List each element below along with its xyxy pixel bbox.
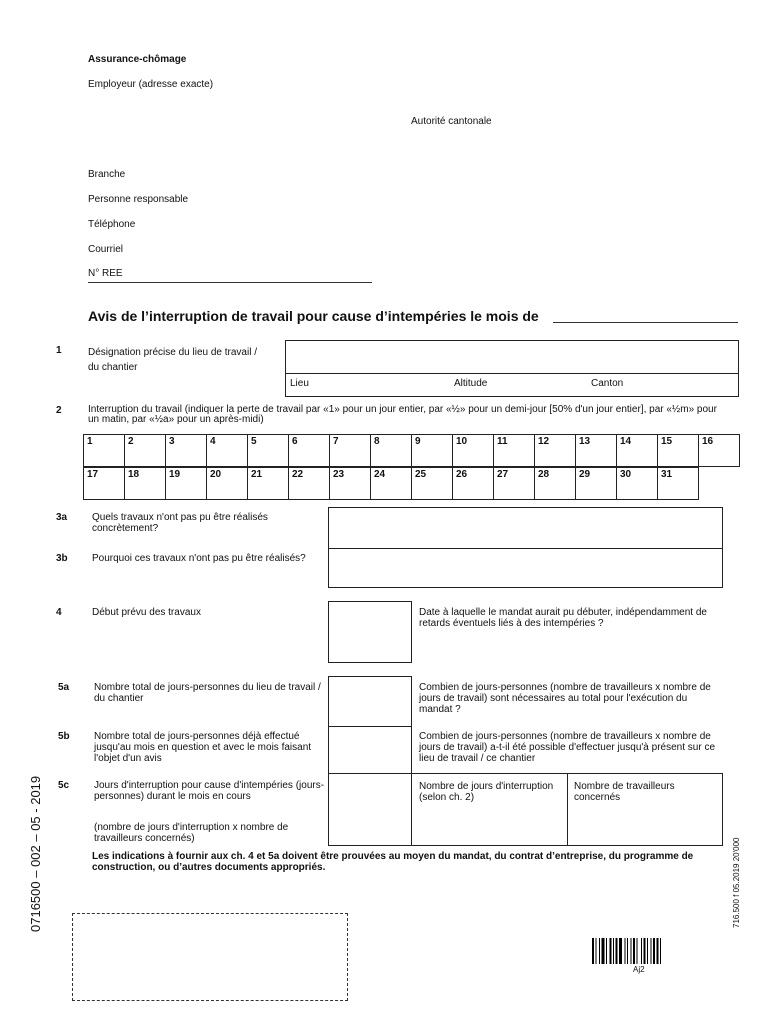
day-cell[interactable]: 23 (329, 467, 371, 500)
day-cell[interactable]: 20 (206, 467, 248, 500)
barcode-bar (644, 938, 646, 964)
day-cell[interactable]: 17 (83, 467, 125, 500)
day-cell[interactable]: 14 (616, 434, 658, 467)
start-date-input[interactable] (328, 601, 412, 663)
section-5c-label: Jours d'interruption pour cause d'intempéries (jours-personnes) durant le mois en cours (94, 780, 325, 802)
barcode-bar (599, 938, 600, 964)
barcode-bar (660, 938, 661, 964)
reason-input[interactable] (328, 548, 723, 588)
section-5a-number: 5a (58, 682, 70, 693)
section-4-label: Début prévu des travaux (92, 607, 201, 618)
barcode-bar (627, 938, 628, 964)
signature-box[interactable] (72, 913, 348, 1001)
barcode-bar (592, 938, 594, 964)
ree-field-line[interactable] (88, 282, 372, 283)
proof-note: Les indications à fournir aux ch. 4 et 5a doivent être prouvées au moyen du mandat, du contrat d’entreprise, du programme de construction, ou d’autres documents appropriés. (92, 851, 694, 873)
day-cell[interactable]: 21 (247, 467, 289, 500)
barcode-bar (606, 938, 607, 964)
worksite-input[interactable] (285, 340, 739, 374)
barcode-bar (633, 938, 635, 964)
org-title: Assurance-chômage (88, 54, 187, 65)
canton-label: Canton (591, 378, 624, 389)
barcode-bar (641, 938, 642, 964)
day-cell[interactable]: 8 (370, 434, 412, 467)
section-2-number: 2 (56, 405, 62, 416)
barcode-label: Aj2 (633, 965, 645, 974)
barcode-bar (653, 938, 655, 964)
day-cell[interactable]: 30 (616, 467, 658, 500)
branch-label: Branche (88, 169, 126, 180)
lieu-label: Lieu (290, 378, 309, 389)
barcode-bar (647, 938, 648, 964)
employer-label: Employeur (adresse exacte) (88, 79, 214, 90)
location-row[interactable] (285, 373, 739, 397)
section-3a-number: 3a (56, 512, 68, 523)
barcode-bar (625, 938, 626, 964)
page-title: Avis de l’interruption de travail pour cause d’intempéries le mois de (88, 308, 539, 324)
barcode-bar (651, 938, 652, 964)
day-cell[interactable]: 3 (165, 434, 207, 467)
day-cell[interactable]: 19 (165, 467, 207, 500)
section-1-label: Désignation précise du lieu de travail / du chantier (88, 347, 257, 373)
barcode-bar (619, 938, 622, 964)
day-cell[interactable]: 26 (452, 467, 494, 500)
section-5a-right-label: Combien de jours-personnes (nombre de travailleurs x nombre de jours de travail) sont nécessaires au total pour l'exécution du mandat ? (419, 682, 711, 715)
section-5b-number: 5b (58, 731, 70, 742)
day-cell[interactable]: 1 (83, 434, 125, 467)
day-cell[interactable]: 31 (657, 467, 699, 500)
person-label: Personne responsable (88, 194, 189, 205)
day-cell[interactable]: 28 (534, 467, 576, 500)
barcode-bar (596, 938, 597, 964)
section-5c-label-detail: (nombre de jours d'interruption x nombre de travailleurs concernés) (94, 822, 289, 844)
section-4-right-label: Date à laquelle le mandat aurait pu débuter, indépendamment de retards éventuels liés à des intempéries ? (419, 607, 707, 629)
day-cell[interactable]: 6 (288, 434, 330, 467)
day-cell[interactable]: 25 (411, 467, 453, 500)
day-cell[interactable]: 22 (288, 467, 330, 500)
day-cell[interactable]: 24 (370, 467, 412, 500)
phone-label: Téléphone (88, 219, 136, 230)
barcode-bar (602, 938, 605, 964)
day-cell[interactable]: 15 (657, 434, 699, 467)
total-person-days-input[interactable] (328, 676, 412, 727)
day-cell[interactable]: 13 (575, 434, 617, 467)
section-5b-right-label: Combien de jours-personnes (nombre de travailleurs x nombre de jours de travail) a-t-il été possible d'effectuer jusqu'à présent sur ce lieu de travail / ce chantier (419, 731, 716, 764)
day-cell[interactable]: 10 (452, 434, 494, 467)
day-cell[interactable]: 4 (206, 434, 248, 467)
day-cell[interactable]: 27 (493, 467, 535, 500)
barcode-bar (616, 938, 618, 964)
section-5c-col2-label: Nombre de travailleurs concernés (574, 781, 675, 803)
barcode-bar (637, 938, 638, 964)
barcode-bar (657, 938, 659, 964)
day-cell[interactable]: 9 (411, 434, 453, 467)
barcode-bar (631, 938, 632, 964)
barcode (592, 938, 688, 964)
day-cell[interactable]: 16 (698, 434, 740, 467)
day-cell[interactable]: 18 (124, 467, 166, 500)
section-3a-label: Quels travaux n'ont pas pu être réalisés concrètement? (92, 512, 268, 534)
altitude-label: Altitude (454, 378, 488, 389)
section-5a-label: Nombre total de jours-personnes du lieu de travail / du chantier (94, 682, 321, 704)
month-field-line[interactable] (553, 322, 738, 323)
unfinished-work-input[interactable] (328, 507, 723, 549)
section-2-label: Interruption du travail (indiquer la perte de travail par «1» pour un jour entier, par «½» pour un demi-jour [50% d'un jour entier], par «½m» pour un matin, par «½a» pour un après-midi) (88, 404, 717, 425)
day-cell[interactable]: 7 (329, 434, 371, 467)
section-5c-number: 5c (58, 780, 70, 791)
email-label: Courriel (88, 244, 124, 255)
section-5b-label: Nombre total de jours-personnes déjà effectué jusqu'au mois en question et avec le mois faisant l'objet d'un avis (94, 731, 312, 764)
section-1-number: 1 (56, 345, 62, 356)
day-cell[interactable]: 11 (493, 434, 535, 467)
day-cell[interactable]: 2 (124, 434, 166, 467)
section-5c-col1-label: Nombre de jours d'interruption (selon ch. 2) (419, 781, 554, 803)
barcode-bar (610, 938, 612, 964)
day-cell[interactable]: 29 (575, 467, 617, 500)
done-person-days-input[interactable] (328, 726, 412, 774)
authority-label: Autorité cantonale (411, 116, 492, 127)
print-code-vertical: 716.500 f 05.2019 20'000 (732, 837, 741, 928)
form-code-vertical: 0716500 – 002 – 05 - 2019 (28, 775, 43, 932)
day-cell[interactable]: 5 (247, 434, 289, 467)
interruption-person-days-input[interactable] (328, 773, 412, 846)
ree-label: N° REE (88, 268, 123, 279)
section-3b-label: Pourquoi ces travaux n'ont pas pu être réalisés? (92, 553, 306, 564)
barcode-bar (613, 938, 614, 964)
day-cell[interactable]: 12 (534, 434, 576, 467)
section-4-number: 4 (56, 607, 62, 618)
section-3b-number: 3b (56, 553, 68, 564)
